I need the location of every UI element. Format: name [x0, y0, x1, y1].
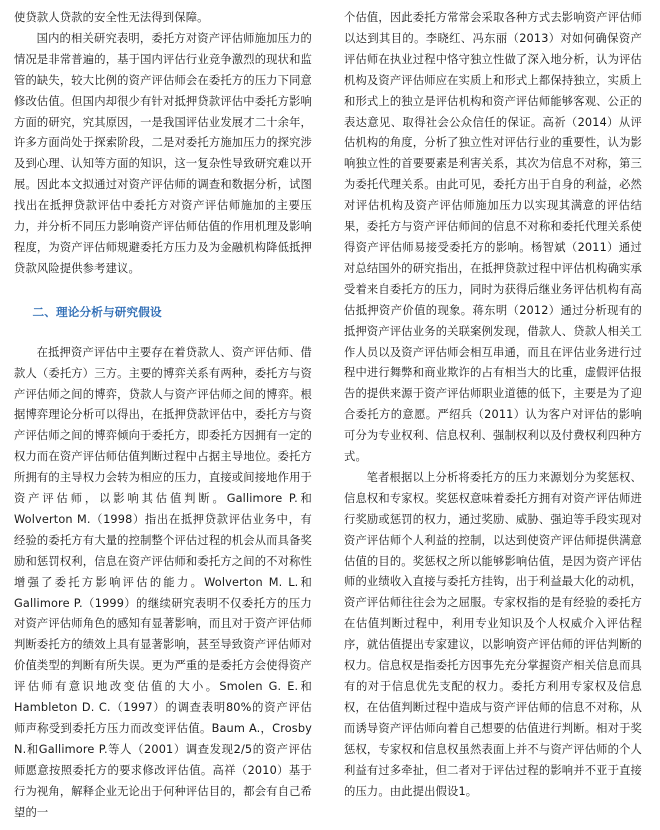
left-column [14, 8, 312, 824]
paragraph: 在抵押资产评估中主要存在着贷款人、资产评估师、借款人（委托方）三方。主要的博弈关系有两种，委托方与资产评估师之间的博弈，贷款人与资产评估师之间的博弈。根据博弈理论分析可以得出，在抵押贷款评估中，委托方与资产评估师之间的博弈倾向于委托方，即委托方因拥有一定的权力而在资产评估师估值判断过程中占据主导地位。委托方所拥有的主导权力会转为相应的压力，直接或间接地作用于资产评估师，以影响其估值判断。Gallimore P.和Wolverton M.（1998）指出在抵押贷款评估业务中，有经验的委托方有大量的控制整个评估过程的机会从而具备奖励和惩罚权利，信息在资产评估师和委托方之间的不对称性增强了委托方影响评估的能力。Wolverton M. L.和Gallimore P.（1999）的继续研究表明不仅委托方的压力对资产评估师角色的感知有显著影响，而且对于资产评估师判断委托方的绩效上具有显著影响，甚至导致资产评估师对价值类型的判断有所失误。更为严重的是委托方会使得资产评估师有意识地改变估值的大小。Smolen G. E.和Hambleton D. C.（1997）的调查表明80%的资产评估师声称受到委托方压力而改变评估值。Baum A.，Crosby N.和Gallimore P.等人（2001）调查发现2/5的资产评估师愿意按照委托方的要求修改评估值。高祥（2010）基于行为视角，解释企业无论出于何种评估目的，都会有自己希望的一 [14, 345, 312, 819]
paragraph: 使贷款人贷款的安全性无法得到保障。 [14, 11, 209, 24]
paragraph: 个估值，因此委托方常常会采取各种方式去影响资产评估师以达到其目的。李晓红、冯东丽（2013）对如何确保资产评估师在执业过程中恪守独立性做了深入地分析，认为评估机构及资产评估师应在实质上和形式上都保持独立，实质上和形式上的独立是评估机构和资产评估师能够客观、公正的表达意见、取得社会公众信任的保证。高祈（2014）从评估机构的角度，分析了独立性对评估行业的重要性，认为影响独立性的首要要素是利害关系，其次为信息不对称，第三为委托代理关系。由此可见，委托方出于自身的利益，必然对评估机构及资产评估师施加压力以实现其满意的评估结果，委托方与资产评估师间的信息不对称和委托代理关系使得资产评估师易接受委托方的影响。杨智斌（2011）通过对总结国外的研究指出，在抵押贷款过程中评估机构确实承受着来自委托方的压力，同时为获得后继业务评估机构有高估抵押资产价值的现象。蒋东明（2012）通过分析现有的抵押资产评估业务的关联案例发现，借款人、贷款人相关工作人员以及资产评估师会相互串通，而且在评估业务进行过程中进行舞弊和商业欺诈的占有相当大的比重，虚假评估报告的提供来源于资产评估师职业道德的低下，主要是为了迎合委托方的意愿。严绍兵（2011）认为客户对评估的影响可分为专业权利、信息权利、强制权利以及付费权利四种方式。 [344, 11, 642, 464]
paragraph: 国内的相关研究表明，委托方对资产评估师施加压力的情况是非常普遍的，基于国内评估行业竞争激烈的现状和监管的缺失，较大比例的资产评估师会在委托方的压力下同意修改估值。但国内却很少有针对抵押贷款评估中委托方影响方面的研究，究其原因，一是我国评估业发展才二十余年，许多方面尚处于探索阶段，二是对委托方施加压力的探究涉及到心理、认知等方面的知识，这一复杂性导致研究难以开展。因此本文拟通过对资产评估师的调查和数据分析，试图找出在抵押贷款评估中委托方对资产评估师施加的主要压力，并分析不同压力影响资产评估师估值的作用机理及影响程度，为资产评估师规避委托方压力及为金融机构降低抵押贷款风险提供参考建议。 [14, 31, 312, 275]
paragraph: 笔者根据以上分析将委托方的压力来源划分为奖惩权、信息权和专家权。奖惩权意味着委托方拥有对资产评估师进行奖励或惩罚的权力，通过奖励、威胁、强迫等手段实现对资产评估师个人利益的控制，以达到使资产评估师提供满意估值的目的。奖惩权之所以能够影响估值，是因为资产评估师的业绩收入直接与委托方挂钩，出于利益最大化的动机，资产评估师往往会为之屈服。专家权指的是有经验的委托方在估值判断过程中，利用专业知识及个人权威介入评估程序，就估值提出专家建议，以影响资产评估师的评估判断的权力。信息权是指委托方因事先充分掌握资产相关信息而具有的对于信息优先支配的权力。委托方利用专家权及信息权，在估值判断过程中造成与资产评估师的信息不对称，从而诱导资产评估师向着自己想要的估值进行判断。相对于奖惩权，专家权和信息权虽然表面上并不与资产评估师的个人利益有过多牵扯，但二者对于评估过程的影响并不亚于直接的压力。由此提出假设1。 [344, 470, 642, 798]
section-heading: 二、理论分析与研究假设 [32, 304, 162, 319]
right-column [344, 8, 642, 802]
